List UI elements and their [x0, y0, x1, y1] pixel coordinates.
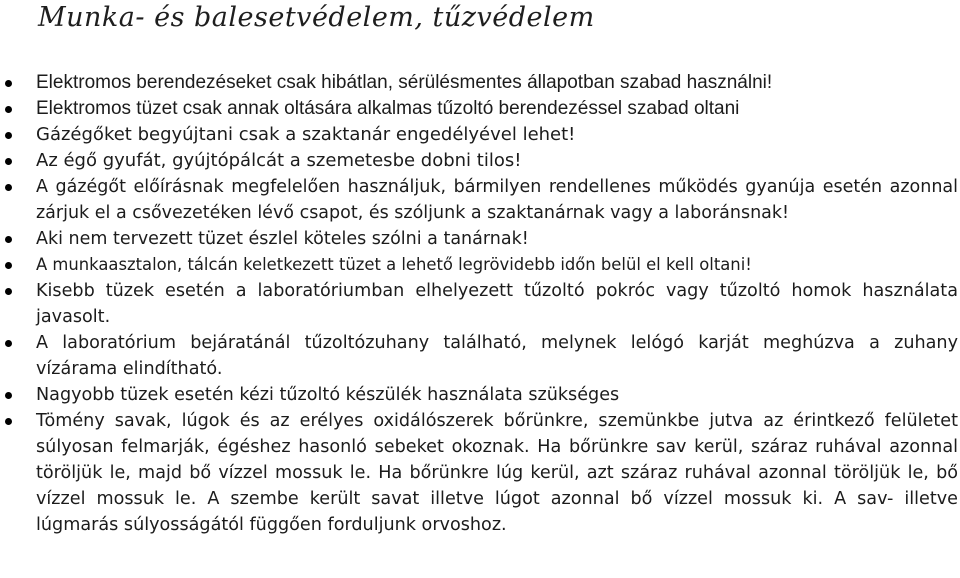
- list-item: [0, 96, 960, 122]
- list-item-text: A gázégőt előírásnak megfelelően használjuk, bármilyen rendellenes működés gyanúja esetén azonnal zárjuk el a csővezetéken lévő csapot, és szóljunk a szaktanárnak vagy a laboránsnak!: [36, 177, 958, 223]
- list-item: [0, 174, 960, 226]
- list-item: [0, 278, 960, 330]
- bullet-icon: [5, 340, 12, 347]
- bullet-icon: [5, 132, 12, 139]
- bullet-icon: [5, 80, 12, 87]
- list-item: [0, 252, 960, 278]
- list-item: [0, 382, 960, 408]
- list-item-text: Tömény savak, lúgok és az erélyes oxidálószerek bőrünkre, szemünkbe jutva az érintkező felületet súlyosan felmarják, égéshez hasonló sebeket okoznak. Ha bőrünkre sav kerül, száraz ruhával azonnal töröljük le, majd bő vízzel mossuk le. Ha bőrünkre lúg kerül, azt száraz ruhával azonnal töröljük le, bő vízzel mossuk le. A szembe került savat illetve lúgot azonnal bő vízzel mossuk ki. A sav- illetve lúgmarás súlyosságától függően forduljunk orvoshoz.: [36, 411, 958, 535]
- bullet-icon: [5, 236, 12, 243]
- list-item: [0, 330, 960, 382]
- list-item: [0, 122, 960, 148]
- bullet-icon: [5, 106, 12, 113]
- list-item-text: Az égő gyufát, gyújtópálcát a szemetesbe dobni tilos!: [36, 150, 522, 171]
- list-item-text: Elektromos tüzet csak annak oltására alkalmas tűzoltó berendezéssel szabad oltani: [36, 98, 740, 119]
- bullet-icon: [5, 418, 12, 425]
- bullet-icon: [5, 158, 12, 165]
- page-title: Munka- és balesetvédelem, tűzvédelem: [38, 2, 595, 33]
- list-item: [0, 226, 960, 252]
- list-item-text: A laboratórium bejáratánál tűzoltózuhany található, melynek lelógó karját meghúzva a zuhany vízárama elindítható.: [36, 333, 958, 379]
- bullet-icon: [5, 262, 12, 269]
- list-item-text: Gázégőket begyújtani csak a szaktanár engedélyével lehet!: [36, 124, 576, 145]
- list-item-text: Aki nem tervezett tüzet észlel köteles szólni a tanárnak!: [36, 229, 529, 249]
- list-item: [0, 70, 960, 96]
- list-item: [0, 148, 960, 174]
- list-item-text: Kisebb tüzek esetén a laboratóriumban elhelyezett tűzoltó pokróc vagy tűzoltó homok használata javasolt.: [36, 281, 958, 327]
- list-item-text: A munkaasztalon, tálcán keletkezett tüzet a lehető legrövidebb időn belül el kell oltani!: [36, 255, 752, 274]
- list-item: [0, 408, 960, 538]
- list-item-text: Nagyobb tüzek esetén kézi tűzoltó készülék használata szükséges: [36, 385, 620, 405]
- safety-rules-list: [0, 70, 960, 538]
- bullet-icon: [5, 392, 12, 399]
- bullet-icon: [5, 288, 12, 295]
- list-item-text: Elektromos berendezéseket csak hibátlan, sérülésmentes állapotban szabad használni!: [36, 72, 773, 93]
- bullet-icon: [5, 184, 12, 191]
